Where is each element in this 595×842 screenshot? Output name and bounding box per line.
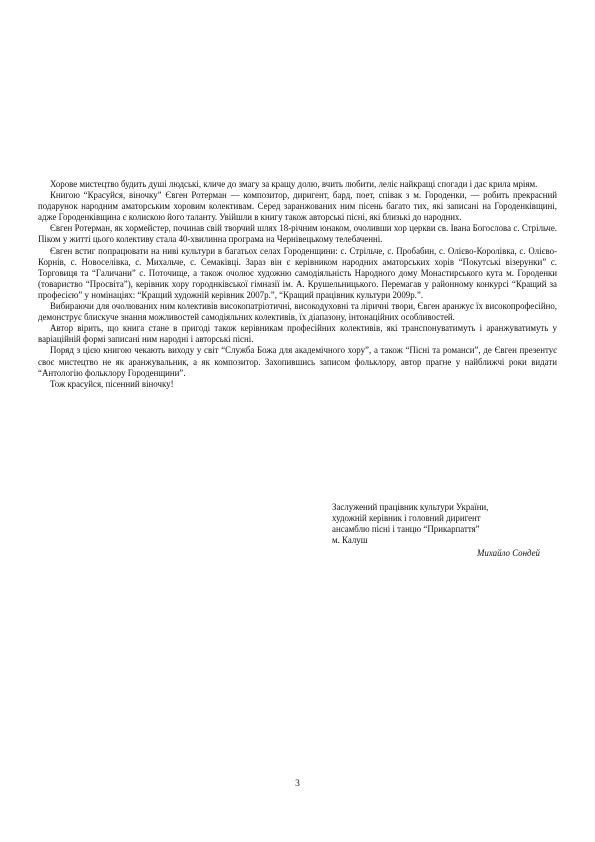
signature-title-line-2: художній керівник і головний диригент <box>332 513 481 524</box>
paragraph-5: Вибираючи для очолюваних ним колективів високопатріотичні, високодуховні та ліричні твори, Євген аранжує їх високопрофесійно, демонструє блискуче знання можливостей самодіяльних колективів, їх діапазону, інтонаційних особливостей. <box>38 301 557 323</box>
signature-block <box>332 502 540 559</box>
paragraph-2: Книгою “Красуйся, віночку” Євген Ротерман — композитор, диригент, бард, поет, співак з м. Городенки, — робить прекрасний подарунок народним аматорським хоровим колективам. Серед заранжованих ним пісень багато тих, які записані на Городенківщині, адже Городенківщина є колискою його таланту. Увійшли в книгу також авторські пісні, які близькі до народних. <box>38 190 557 223</box>
signature-location: м. Калуш <box>332 535 368 546</box>
paragraph-4: Євген встиг попрацювати на ниві культури в багатьох селах Городенщини: с. Стрільче, с. Пробабин, с. Олієво-Королівка, с. Олієво-Корнів, с. Новоселівка, с. Михальче, с. Семаківці. Зараз він є керівником народних аматорських хорів “Покутські візерунки” с. Торговиця та “Галичани” с. Поточище, а також очолює художню самодіяльність Народного дому Монастирського кута м. Городенки (товариство “Просвіта”), керівник хору городнківської гімназії ім. А. Крушельницького. Перемагав у районному конкурсі “Кращий за професією” у номінаціях: “Кращий художній керівник 2007р.”, “Кращий працівник культури 2009р.”. <box>38 245 557 300</box>
paragraph-8: Тож красуйся, пісенний віночку! <box>50 378 174 389</box>
paragraph-6: Автор вірить, що книга стане в пригоді також керівникам професійних колективів, які транспонуватимуть і аранжуватимуть у варіаційній формі записані ним народні і авторські пісні. <box>38 323 557 345</box>
signature-title-line-3: ансамблю пісні і танцю “Прикарпаття” <box>332 524 480 535</box>
signature-title-line-1: Заслужений працівник культури України, <box>332 502 489 512</box>
page-number: 3 <box>295 779 300 789</box>
paragraph-1: Хорове мистецтво будить душі людські, кличе до змагу за кращу долю, вчить любити, леліє найкращі спогади і дає крила мріям. <box>50 179 538 189</box>
signature-author: Михайло Сондей <box>477 548 540 559</box>
paragraph-3: Євген Ротерман, як хормейстер, починав свій творчий шлях 18-річним юнаком, очоливши хор церкви св. Івана Богослова с. Стрільче. Піком у житті цього колективу стала 40-хвилинна програма на Чернівецькому телебаченні. <box>38 223 557 245</box>
body-text <box>38 179 557 390</box>
paragraph-7: Поряд з цією книгою чекають виходу у світ “Служба Божа для академічного хору”, а також “Пісні та романси”, де Євген презентує своє мистецтво не як аранжувальник, а як композитор. Захопившись записом фольклору, автор прагне у найближчі роки видати “Антологію фольклору Городенщини”. <box>38 345 557 378</box>
